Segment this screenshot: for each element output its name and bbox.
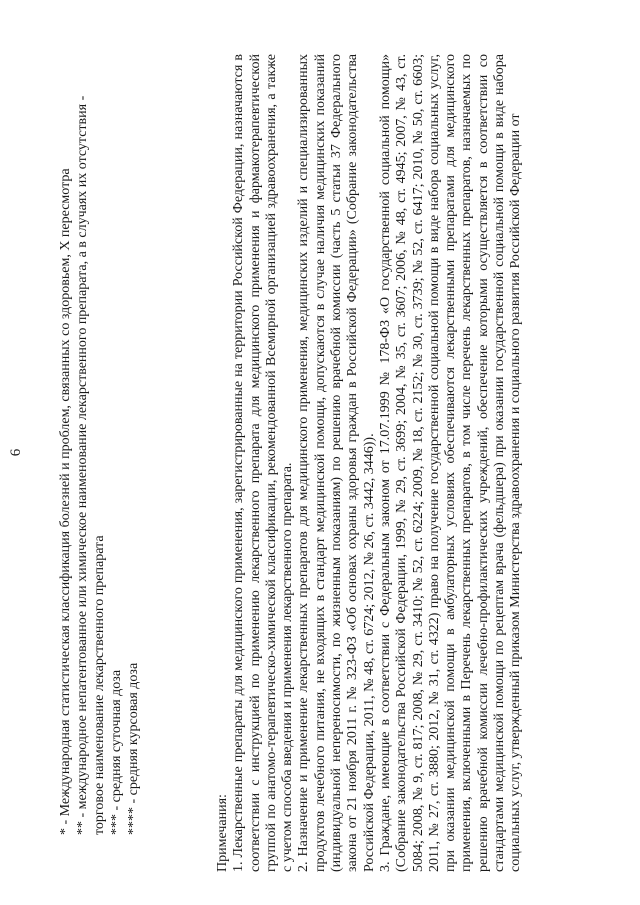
- note-item-2: 2. Назначение и применение лекарственных препаратов для медицинского применения, медицинских изделий и специализированных продуктов лечебного питания, не входящих в стандарт медицинской помощи, допускаются в случае наличия медицинских показаний (индивидуальной непереносимости, по жизненным показаниям) по решению врачебной комиссии (часть 5 статьи 37 Федерального закона от 21 ноября 2011 г. № 323-ФЗ «Об основах охраны здоровья граждан в Российской Федерации» (Собрание законодательства Российской Федерации, 2011, № 48, ст. 6724; 2012, № 26, ст. 3442, 3446)).: [296, 54, 377, 872]
- note-item-3: 3. Граждане, имеющие в соответствии с Федеральным законом от 17.07.1999 № 178-ФЗ «О государственной социальной помощи» (Собрание законодательства Российской Федерации, 1999, № 29, ст. 3699; 2004, № 35, ст. 3607; 2006, № 48, ст. 4945; 2007, № 43, ст. 5084; 2008, № 9, ст. 817; 2008, № 29, ст. 3410; № 52, ст. 6224; 2009, № 18, ст. 2152; № 30, ст. 3739; № 52, ст. 6417; 2010, № 50, ст. 6603; 2011, № 27, ст. 3880; 2012, № 31, ст. 4322) право на получение государственной социальной помощи в виде набора социальных услуг, при оказании медицинской помощи в амбулаторных условиях обеспечиваются лекарственными препаратами для медицинского применения, включенными в Перечень лекарственных препаратов, в том числе перечень лекарственных препаратов, назначаемых по решению врачебной комиссии лечебно-профилактических учреждений, обеспечение которыми осуществляется в соответствии со стандартами медицинской помощи по рецептам врача (фельдшера) при оказании государственной социальной помощи в виде набора социальных услуг, утвержденный приказом Министерства здравоохранения и социального развития Российской Федерации от: [377, 54, 524, 872]
- footnote-inn: ** - международное непатентованное или химическое наименование лекарственного препарата, а в случаях их отсутствия - торговое наименование лекарственного препарата: [75, 95, 107, 835]
- page-number: 6: [8, 448, 24, 457]
- footnote-daily-dose: *** - средняя суточная доза: [109, 669, 124, 835]
- footnote-icd: * - Международная статистическая классификация болезней и проблем, связанных со здоровьем, X пересмотра: [58, 168, 73, 835]
- notes-block: [215, 54, 525, 872]
- note-item-1: 1. Лекарственные препараты для медицинского применения, зарегистрированные на территории Российской Федерации, назначаются в соответствии с инструкцией по применению лекарственного препарата для медицинского применения и фармакотерапевтической группой по анатомо-терапевтическо-химической классификации, рекомендованной Всемирной организацией здравоохранения, а также с учетом способа введения и применения лекарственного препарата.: [231, 54, 296, 872]
- notes-title: Примечания:: [215, 794, 230, 872]
- footnotes-block: [57, 75, 142, 835]
- footnote-course-dose: **** - средняя курсовая доза: [126, 662, 141, 835]
